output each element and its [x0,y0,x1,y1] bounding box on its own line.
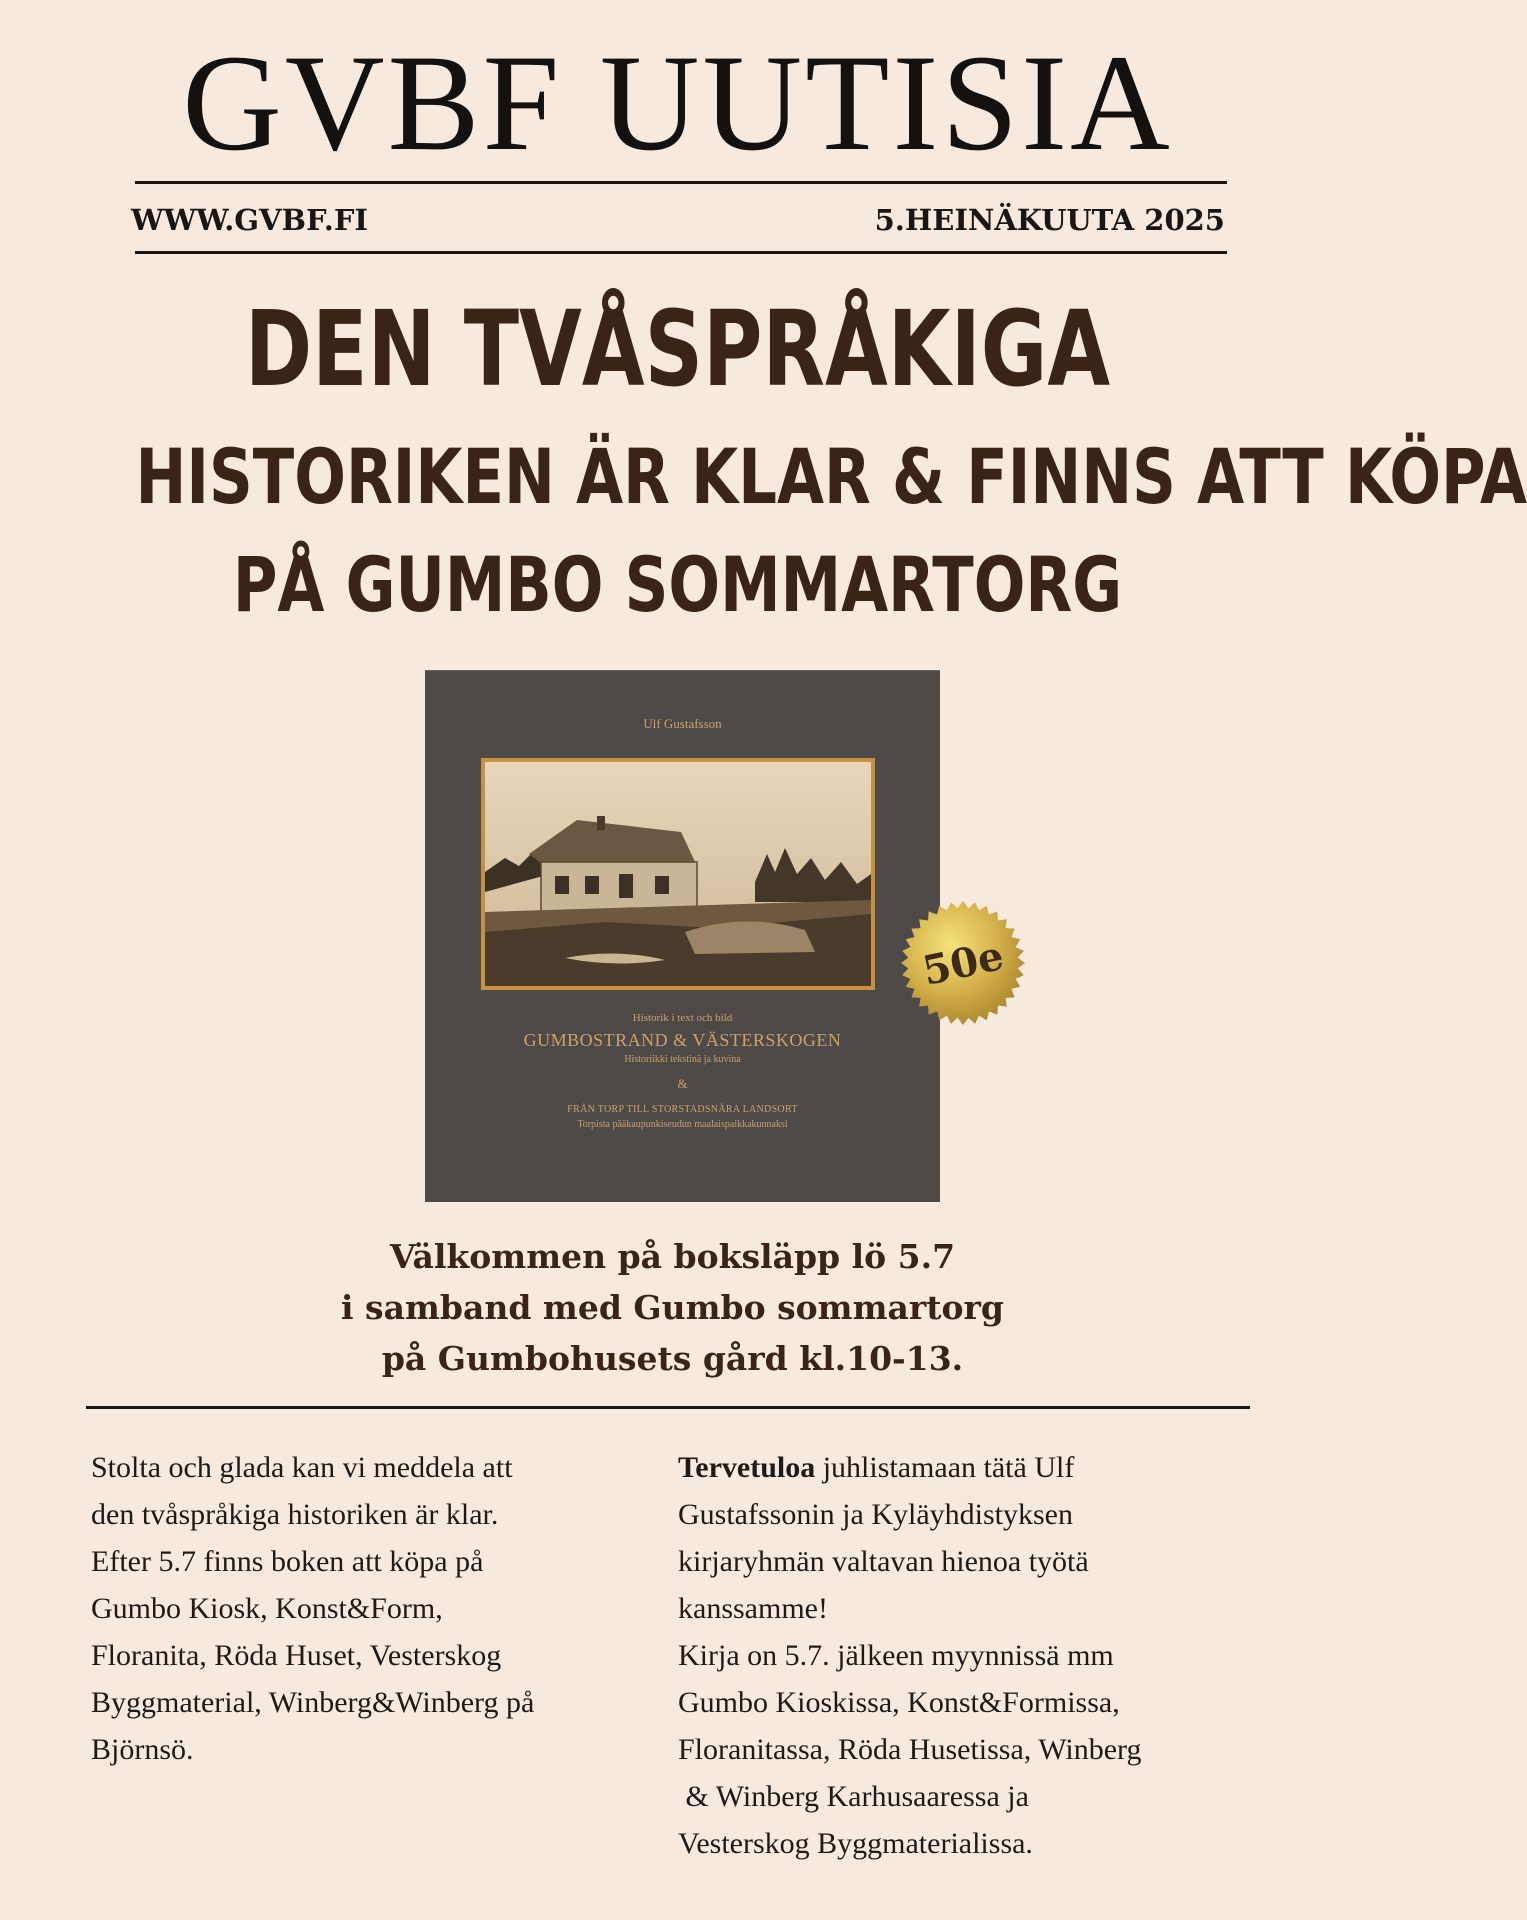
headline-line-1: DEN TVÅSPRÅKIGA [244,288,1111,410]
right-line-8: & Winberg Karhusaaressa ja [678,1780,1029,1813]
book-subtitle: Historik i text och bild [632,1012,733,1024]
headline-line-2: HISTORIKEN ÄR KLAR & FINNS ATT KÖPA [135,432,1527,521]
left-line-1: Stolta och glada kan vi meddela att [91,1451,513,1484]
right-line-1-rest: juhlistamaan tätä Ulf [815,1451,1075,1484]
invite-line-1: Välkommen på boksläpp lö 5.7 [389,1237,956,1276]
book-cover-image [425,670,940,1202]
right-line-7: Floranitassa, Röda Husetissa, Winberg [678,1733,1142,1766]
website-link[interactable]: WWW.GVBF.FI [131,203,368,237]
left-line-3: Efter 5.7 finns boken att köpa på [91,1545,484,1578]
masthead-title: GVBF UUTISIA [182,26,1173,179]
invite-line-2: i samband med Gumbo sommartorg [341,1288,1004,1327]
headline-line-3: PÅ GUMBO SOMMARTORG [232,540,1123,629]
right-column-finnish [678,1444,1278,1867]
section-divider [86,1406,1250,1409]
price-badge [898,898,1028,1028]
left-column-swedish [91,1444,671,1773]
left-line-6: Byggmaterial, Winberg&Winberg på [91,1686,535,1719]
right-line-1 [678,1444,1278,1491]
left-line-5: Floranita, Röda Huset, Vesterskog [91,1639,502,1672]
book-title: GUMBOSTRAND & VÄSTERSKOGEN [523,1030,842,1050]
invite-line-3: på Gumbohusets gård kl.10-13. [381,1339,964,1378]
masthead-top-rule [135,181,1227,184]
book-author: Ulf Gustafsson [643,716,722,731]
right-line-5: Kirja on 5.7. jälkeen myynnissä mm [678,1639,1114,1672]
price-label: 50e [918,931,1008,995]
issue-date: 5.HEINÄKUUTA 2025 [874,203,1225,237]
right-line-2: Gustafssonin ja Kyläyhdistyksen [678,1498,1073,1531]
book-cover-photo [481,758,875,990]
masthead-bottom-rule [135,251,1227,254]
right-line-3: kirjaryhmän valtavan hienoa työtä [678,1545,1089,1578]
right-line-9: Vesterskog Byggmaterialissa. [678,1827,1033,1860]
farmhouse-illustration [485,762,871,986]
book-subtitle-fi: Historiikki tekstinä ja kuvina [624,1054,741,1065]
right-lead-word: Tervetuloa [678,1451,816,1484]
book-ampersand: & [677,1076,688,1091]
right-line-4: kanssamme! [678,1592,828,1625]
right-line-6: Gumbo Kioskissa, Konst&Formissa, [678,1686,1120,1719]
left-line-7: Björnsö. [91,1733,194,1766]
book-tagline-fi: Torpista pääkaupunkiseudun maalaispaikkakunnaksi [577,1119,788,1130]
book-tagline: FRÅN TORP TILL STORSTADSNÄRA LANDSORT [567,1104,798,1115]
left-line-2: den tvåspråkiga historiken är klar. [91,1498,499,1531]
left-line-4: Gumbo Kiosk, Konst&Form, [91,1592,443,1625]
